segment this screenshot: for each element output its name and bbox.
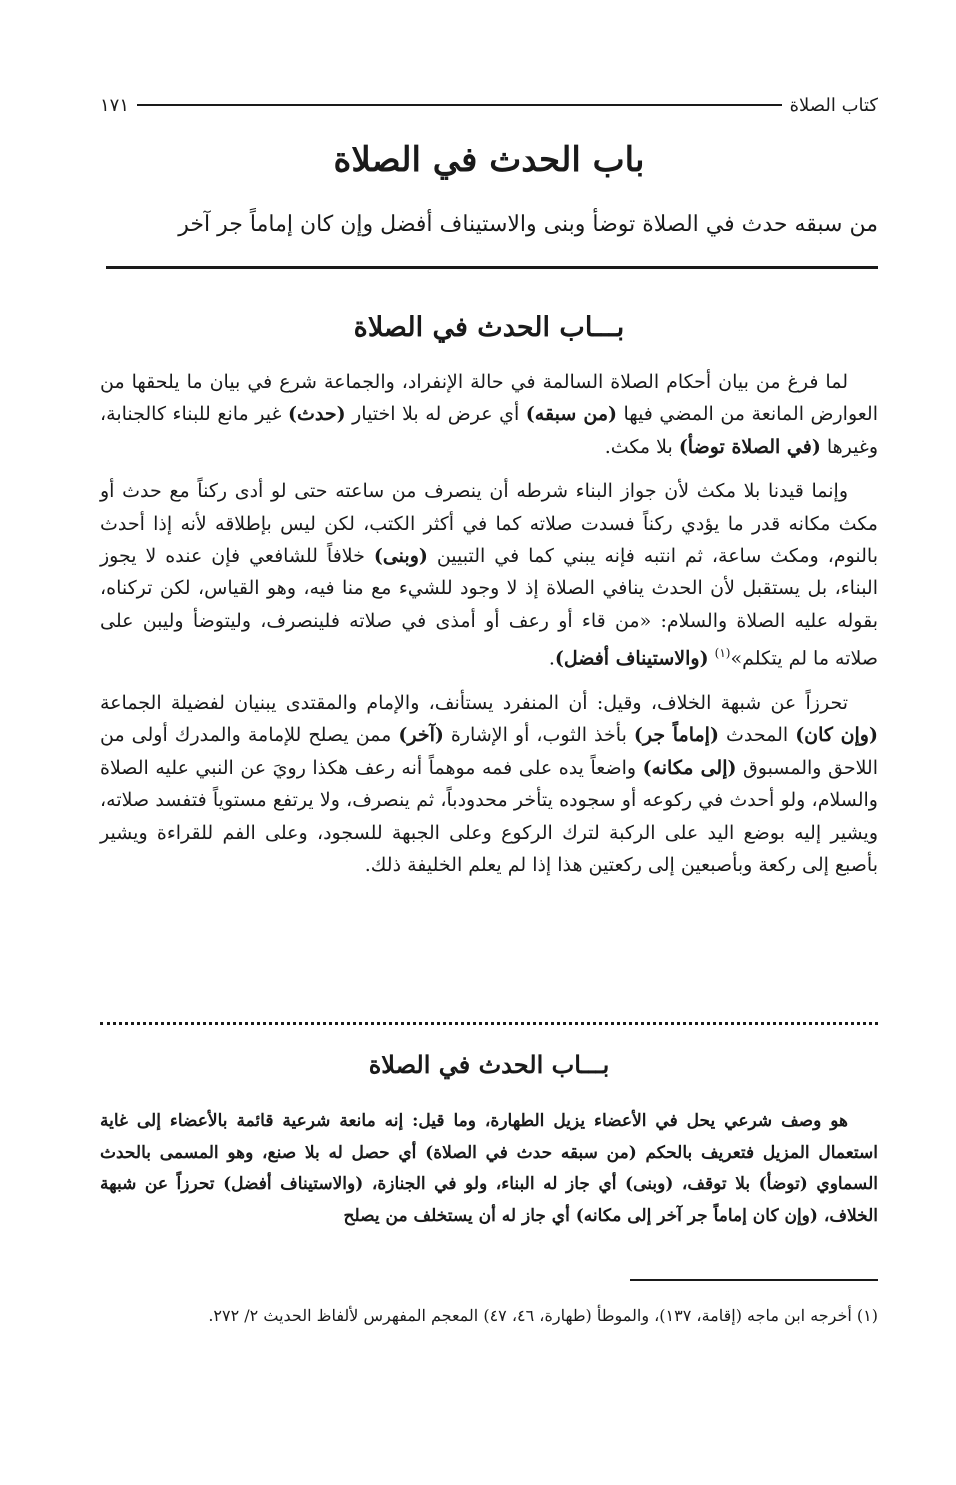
commentary-1-paragraph-3: تحرزاً عن شبهة الخلاف، وقيل: أن المنفرد يستأنف، والإمام والمقتدى يبنيان لفضيلة الجماعة (وإن كان) المحدث (إماماً جر) بأخذ الثوب، أو الإشارة (آخر) ممن يصلح للإمامة والمدرك أولى من اللاحق والمسبوق (إلى مكانه) واضعاً يده على فمه موهماً أنه رعف هكذا رويَ عن النبي عليه الصلاة والسلام، ولو أحدث في ركوعه أو سجوده يتأخر محدودباً، ثم ينصرف، ولا يرتفع مستوياً فتفسد صلاته، ويشير إليه بوضع اليد على الركبة لترك الركوع وعلى الجبهة للسجود، وعلى الفم للقراءة ويشير بأصبع إلى ركعة وبأصبعين إلى ركعتين هذا إذا لم يعلم الخليفة ذلك.	[100, 691, 878, 877]
commentary-2-body	[100, 1106, 878, 1244]
matn-text: من سبقه حدث في الصلاة توضأ وبنى والاستيناف أفضل وإن كان إماماً جر آخر	[178, 212, 878, 237]
running-header	[100, 90, 878, 120]
running-title: كتاب الصلاة	[789, 94, 878, 116]
page-number: ١٧١	[100, 94, 130, 116]
footnote-rule	[630, 1279, 878, 1281]
matn-divider	[106, 266, 878, 269]
commentary-2-title: بـــاب الحدث في الصلاة	[368, 1050, 610, 1079]
header-rule	[137, 104, 782, 106]
chapter-title: باب الحدث في الصلاة	[333, 140, 645, 180]
commentary-2-paragraph-1: هو وصف شرعي يحل في الأعضاء يزيل الطهارة، وما قيل: إنه مانعة شرعية قائمة بالأعضاء إلى غاية استعمال المزيل فتعريف بالحكم (من سبقه حدث في الصلاة) أي حصل له بلا صنع، وهو المسمى بالحدث السماوي (توضأ) بلا توقف، (وبنى) أي جاز له البناء، ولو في الجنازة، (والاستيناف أفضل) تحرزاً عن شبهة الخلاف، (وإن كان إماماً جر آخر إلى مكانه) أي جاز له أن يستخلف من يصلح	[100, 1111, 878, 1226]
commentary-1-body	[100, 366, 878, 893]
commentary-1-paragraph-1: لما فرغ من بيان أحكام الصلاة السالمة في حالة الإنفراد، والجماعة شرع في بيان ما يلحقها من العوارض المانعة من المضي فيها (من سبقه) أي عرض له بلا اختيار (حدث) غير مانع للبناء كالجنابة، وغيرها (في الصلاة توضأ) بلا مكث.	[100, 371, 879, 458]
footnote-marker: (١)	[714, 646, 731, 661]
commentary-1-title: بـــاب الحدث في الصلاة	[353, 312, 625, 343]
dotted-separator	[100, 1022, 878, 1029]
commentary-1-paragraph-2: وإنما قيدنا بلا مكث لأن جواز البناء شرطه أن ينصرف من ساعته حتى لو أدى ركناً مع حدث أو مكث مكانه قدر ما يؤدي ركناً فسدت صلاته كما في أكثر الكتب، لكن ليس بإطلاقه لأنه إذا أحدث بالنوم، ومكث ساعة، ثم انتبه فإنه يبني كما في التبيين (وبنى) خلافاً للشافعي فإن عنده لا يجوز البناء، بل يستقبل لأن الحدث ينافي الصلاة إذ لا وجود للشيء مع منا فيه، وهو القياس، لكن تركناه، بقوله عليه الصلاة والسلام: «من قاء أو رعف أو أمذى في صلاته فلينصرف، وليتوضأ وليبن على صلاته ما لم يتكلم»$^{(١)}$ (والاستيناف أفضل).	[100, 480, 878, 670]
footnote: (١) أخرجه ابن ماجه (إقامة، ١٣٧)، والموطأ (طهارة، ٤٦، ٤٧) المعجم المفهرس لألفاظ الحديث ٢/ ٢٧٢.	[208, 1306, 878, 1325]
